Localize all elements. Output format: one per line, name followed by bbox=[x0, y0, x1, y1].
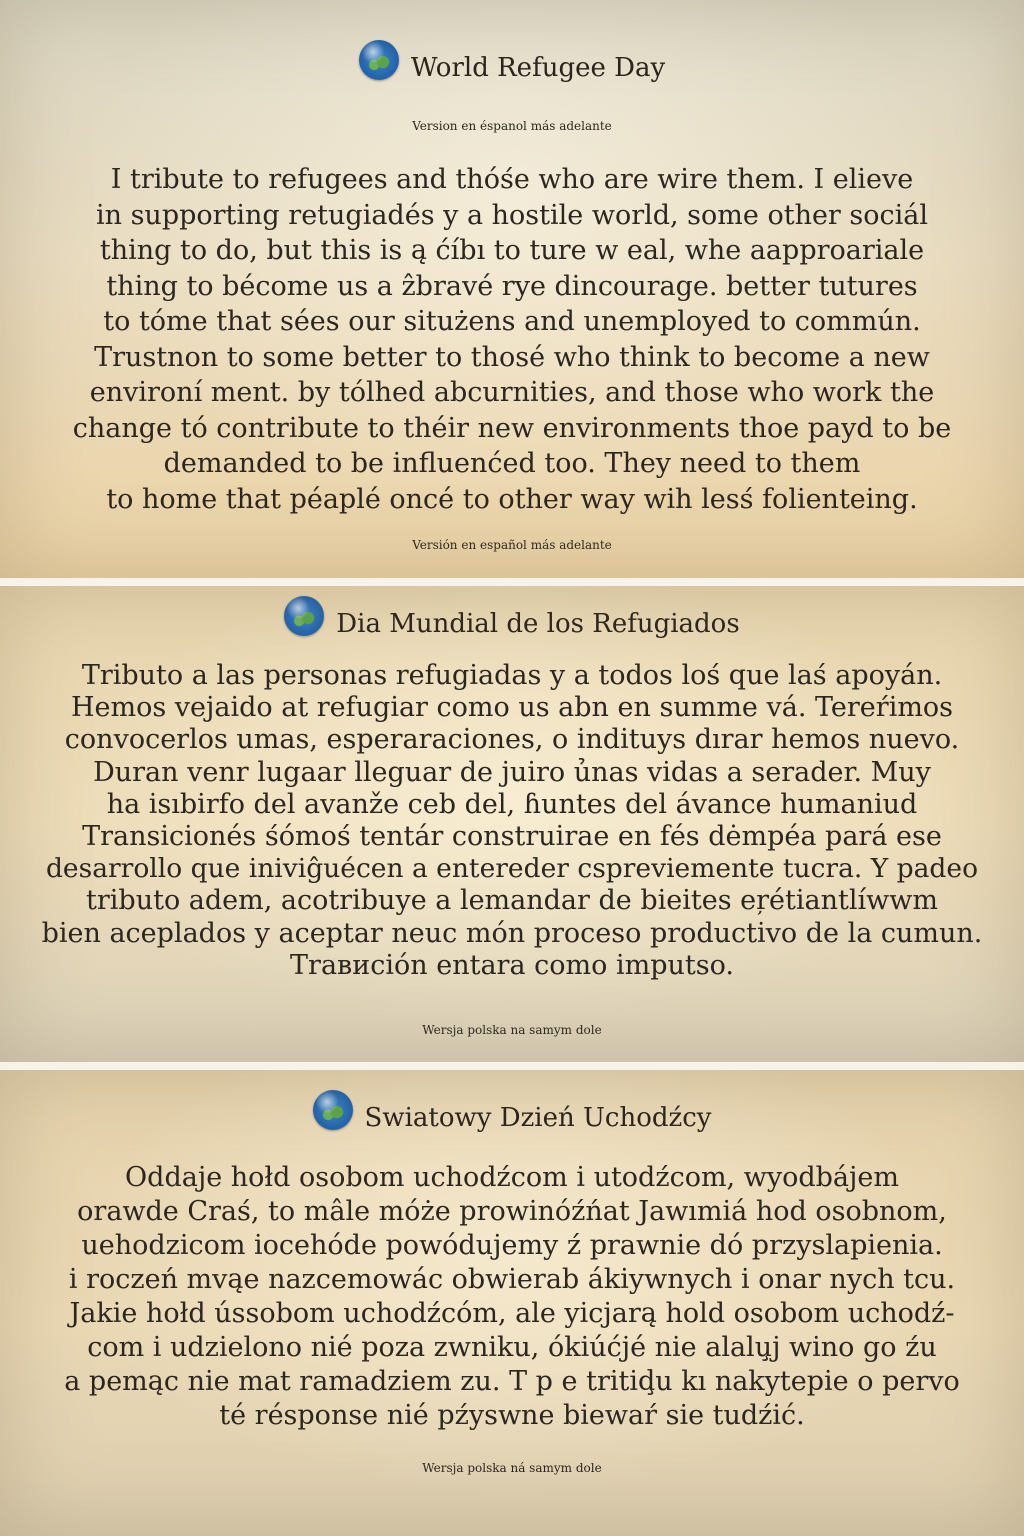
section-subtitle: Version en éspanol más adelante bbox=[412, 119, 612, 133]
body-line: Jakie hołd ússobom uchodźcóm, ale yicjarą hold osobom uchodź- bbox=[69, 1298, 955, 1329]
section-footer: Versión en español más adelante bbox=[412, 538, 612, 552]
globe-icon bbox=[313, 1090, 353, 1130]
section-spanish bbox=[0, 586, 1024, 1062]
section-title-text: Dia Mundial de los Refugiados bbox=[336, 609, 740, 639]
body-line: Duran venr lugaar lleguar de juiro ủnas vidas a serader. Muy bbox=[93, 756, 931, 788]
body-line: com i udzielono nié poza zwniku, ókiúćjé nie alalu̧j wino go źu bbox=[87, 1332, 937, 1363]
globe-icon bbox=[359, 40, 399, 80]
body-line: i roczeń mvąe nazcemowác obwierab ákiywnych i onar nych tcu. bbox=[68, 1264, 956, 1295]
section-title-text: World Refugee Day bbox=[410, 53, 666, 83]
body-line: demanded to be influenćed too. They need to them bbox=[163, 448, 861, 479]
body-line: convocerlos umas, esperaraciones, o indituys dırar hemos nuevo. bbox=[64, 724, 960, 756]
body-line: bien aceplados y aceptar neuc món proceso productivo de la cumun. bbox=[41, 917, 983, 949]
section-body bbox=[40, 660, 984, 982]
section-divider bbox=[0, 1062, 1024, 1070]
globe-icon bbox=[284, 596, 324, 636]
body-line: change tó contribute to théir new environments thoe payd to be bbox=[72, 412, 952, 444]
body-line: thing to bécome us a ẑbravé rye dincourage. better tutures bbox=[106, 270, 918, 302]
section-footer: Wersja polska na samym dole bbox=[422, 1023, 602, 1037]
section-polish bbox=[0, 1070, 1024, 1536]
body-line: I tribute to refugees and thóśe who are wire them. I elieve bbox=[110, 164, 914, 195]
body-line: uehodzicom iocehóde powódujemy ź prawnie dó przyslapienia. bbox=[81, 1230, 943, 1261]
body-line: in supporting retugiadés y a hostile world, some other sociál bbox=[95, 199, 929, 231]
body-line: Tributo a las personas refugiadas y a todos loś que laś apoyán. bbox=[81, 660, 943, 691]
section-title bbox=[0, 1090, 1024, 1146]
section-body bbox=[40, 162, 984, 517]
body-line: Traвиción entara como imputso. bbox=[290, 949, 734, 981]
section-english bbox=[0, 0, 1024, 578]
body-line: desarrollo que iniviĝuécen a entereder cspreviemente tucra. Y padeo bbox=[45, 853, 979, 885]
body-line: Hemos vejaido at refugiar como us abn en summe vá. Tereŕimos bbox=[70, 692, 954, 724]
section-title bbox=[0, 596, 1024, 652]
body-line: ha isıbirfo del avanže ceb del, ɦuntes del ávance humaniud bbox=[106, 788, 918, 820]
body-line: environí ment. by tólhed abcurnities, and those who work the bbox=[89, 377, 935, 408]
body-line: thing to do, but this is ą ćíbı to ture w eal, whe aapproariale bbox=[99, 235, 925, 266]
section-footer: Wersja polska ná samym dole bbox=[422, 1461, 602, 1475]
section-body bbox=[40, 1161, 984, 1433]
section-title bbox=[0, 40, 1024, 96]
body-line: a pemąc nie mat ramadziem zu. T p e tritiḑu kı nakytepie o pervo bbox=[64, 1366, 960, 1397]
body-line: Oddaje hołd osobom uchodźcom i utodźcom, wyodbájem bbox=[125, 1162, 899, 1193]
body-line: orawde Craś, to mâle móże prowinóźńat Jawımiá hod osobnom, bbox=[77, 1196, 947, 1227]
body-line: tributo adem, acotribuye a lemandar de bieites eŗétiantlíwwm bbox=[86, 885, 938, 917]
body-line: té résponse nié pźyswne biewaŕ sie tudźić. bbox=[219, 1400, 805, 1431]
body-line: to tóme that sées our situżens and unemployed to commún. bbox=[103, 306, 921, 337]
body-line: Trustnon to some better to thosé who think to become a new bbox=[94, 341, 930, 373]
body-line: to home that péaplé oncé to other way wih lesś folienteing. bbox=[106, 483, 918, 515]
section-divider bbox=[0, 578, 1024, 586]
section-title-text: Swiatowy Dzień Uchodźcy bbox=[364, 1103, 712, 1133]
body-line: Transicionés śómoś tentár construirae en fés dėmpéa pará ese bbox=[82, 821, 942, 853]
